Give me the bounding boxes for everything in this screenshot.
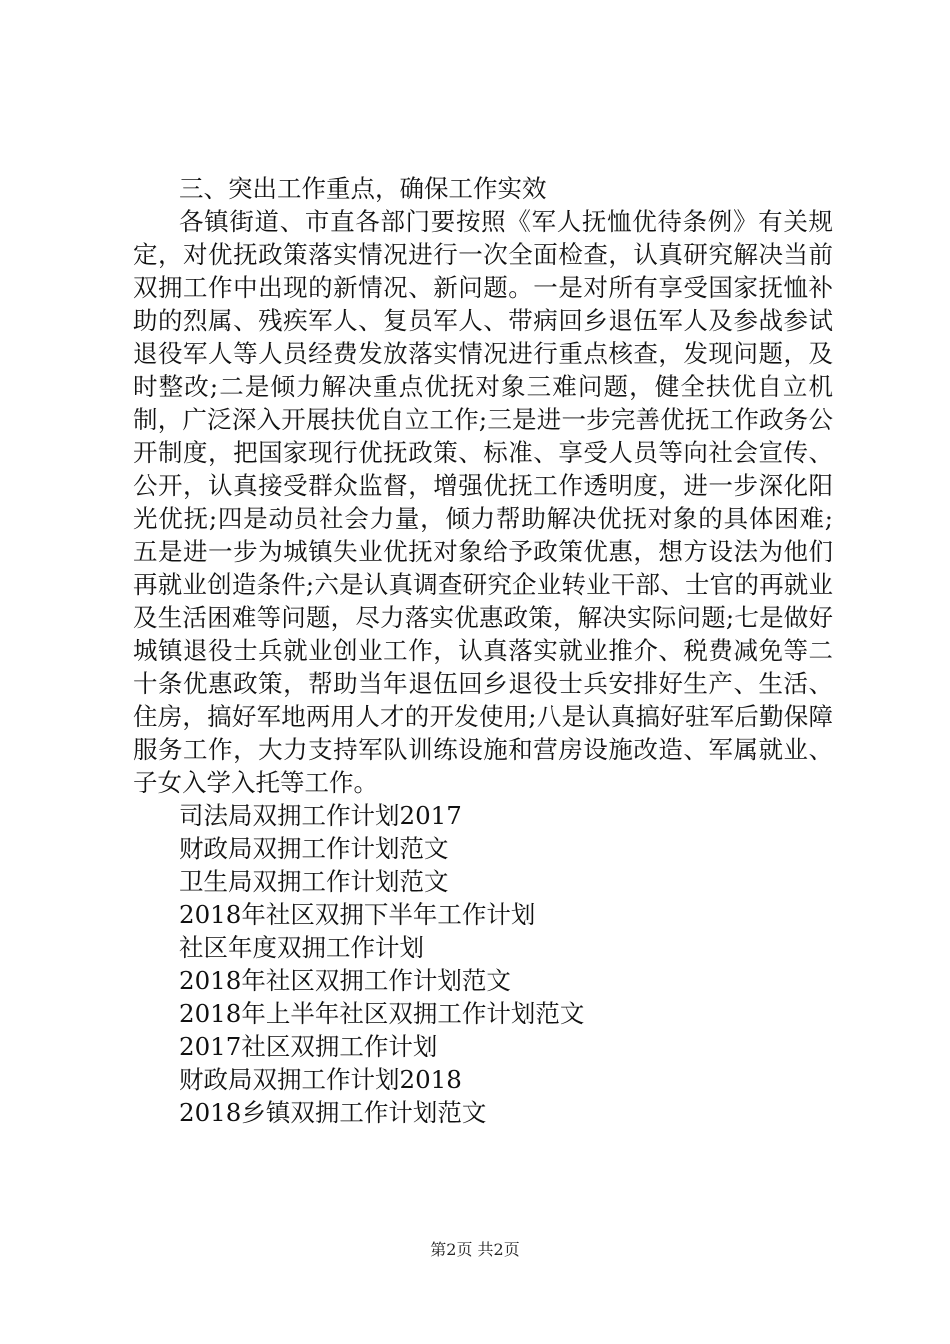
related-title: 2018乡镇双拥工作计划范文 <box>179 1098 487 1127</box>
related-title: 2018年上半年社区双拥工作计划范文 <box>179 999 585 1028</box>
related-title: 财政局双拥工作计划2018 <box>179 1065 462 1094</box>
body-paragraph: 各镇街道、市直各部门要按照《军人抚恤优待条例》有关规定，对优抚政策落实情况进行一次全面检查，认真研究解决当前双拥工作中出现的新情况、新问题。一是对所有享受国家抚恤补助的烈属、残疾军人、复员军人、带病回乡退伍军人及参战参试退役军人等人员经费发放落实情况进行重点核查，发现问题，及时整改;二是倾力解决重点优抚对象三难问题，健全扶优自立机制，广泛深入开展扶优自立工作;三是进一步完善优抚工作政务公开制度，把国家现行优抚政策、标准、享受人员等向社会宣传、公开，认真接受群众监督，增强优抚工作透明度，进一步深化阳光优抚;四是动员社会力量，倾力帮助解决优抚对象的具体困难;五是进一步为城镇失业优抚对象给予政策优惠，想方设法为他们再就业创造条件;六是认真调查研究企业转业干部、士官的再就业及生活困难等问题，尽力落实优惠政策，解决实际问题;七是做好城镇退役士兵就业创业工作，认真落实就业推介、税费减免等二十条优惠政策，帮助当年退伍回乡退役士兵安排好生产、生活、住房，搞好军地两用人才的开发使用;八是认真搞好驻军后勤保障服务工作，大力支持军队训练设施和营房设施改造、军属就业、子女入学入托等工作。 <box>133 207 833 797</box>
related-title: 财政局双拥工作计划范文 <box>179 834 449 863</box>
related-titles-list <box>133 799 833 1129</box>
related-title: 2018年社区双拥下半年工作计划 <box>179 900 536 929</box>
related-title: 2018年社区双拥工作计划范文 <box>179 966 511 995</box>
page-indicator: 第2页 共2页 <box>430 1240 520 1259</box>
related-title: 社区年度双拥工作计划 <box>179 933 424 962</box>
related-title: 司法局双拥工作计划2017 <box>179 801 462 830</box>
related-title: 2017社区双拥工作计划 <box>179 1032 438 1061</box>
page-footer <box>0 1240 950 1260</box>
section-heading: 三、突出工作重点，确保工作实效 <box>179 174 547 203</box>
related-title: 卫生局双拥工作计划范文 <box>179 867 449 896</box>
document-body <box>133 172 833 1129</box>
